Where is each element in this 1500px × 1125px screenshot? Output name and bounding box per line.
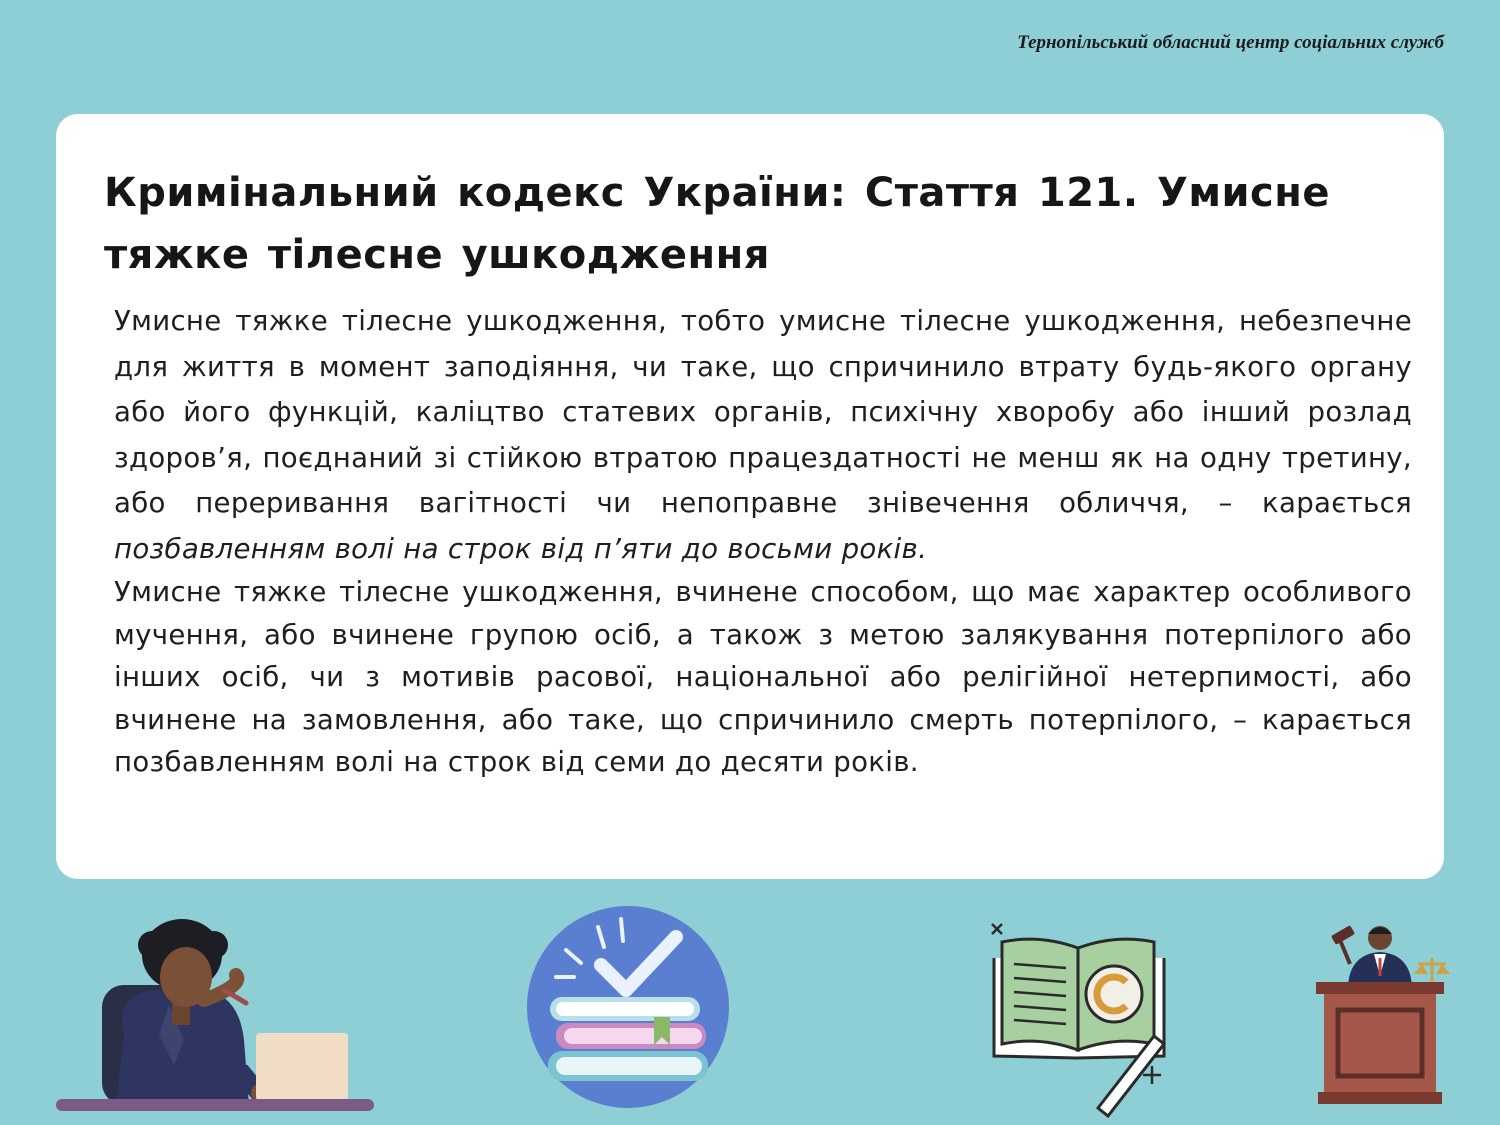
- paragraph-1-text: Умисне тяжке тілесне ушкодження, тобто умисне тілесне ушкодження, небезпечне для життя в момент заподіяння, чи таке, що спричинило втрату будь-якого органу або його функцій, каліцтво статевих органів, психічну хворобу або інший розлад здоров’я, поєднаний зі стійкою втратою працездатності не менш як на одну третину, або переривання вагітності чи непоправне знівечення обличчя, – карається: [114, 304, 1412, 519]
- article-card: [56, 114, 1444, 879]
- judge-podium-illustration: [1310, 918, 1450, 1108]
- paragraph-1-penalty: позбавленням волі на строк від п’яти до восьми років.: [114, 531, 928, 565]
- organization-name: Тернопільський обласний центр соціальних служб: [1017, 32, 1444, 53]
- open-book-copyright-illustration: [988, 918, 1173, 1118]
- woman-at-laptop-illustration: [54, 915, 379, 1115]
- article-paragraph-1: [114, 298, 1412, 571]
- books-checkmark-illustration: [526, 905, 731, 1110]
- article-title: Кримінальний кодекс України: Стаття 121. Умисне тяжке тілесне ушкодження: [104, 170, 1331, 278]
- article-paragraph-2: Умисне тяжке тілесне ушкодження, вчинене способом, що має характер особливого мучення, або вчинене групою осіб, а також з метою залякування потерпілого або інших осіб, чи з мотивів расової, національної або релігійної нетерпимості, або вчинене на замовлення, або таке, що спричинило смерть потерпілого, – карається позбавленням волі на строк від семи до десяти років.: [114, 575, 1412, 778]
- article-body: [104, 298, 1412, 784]
